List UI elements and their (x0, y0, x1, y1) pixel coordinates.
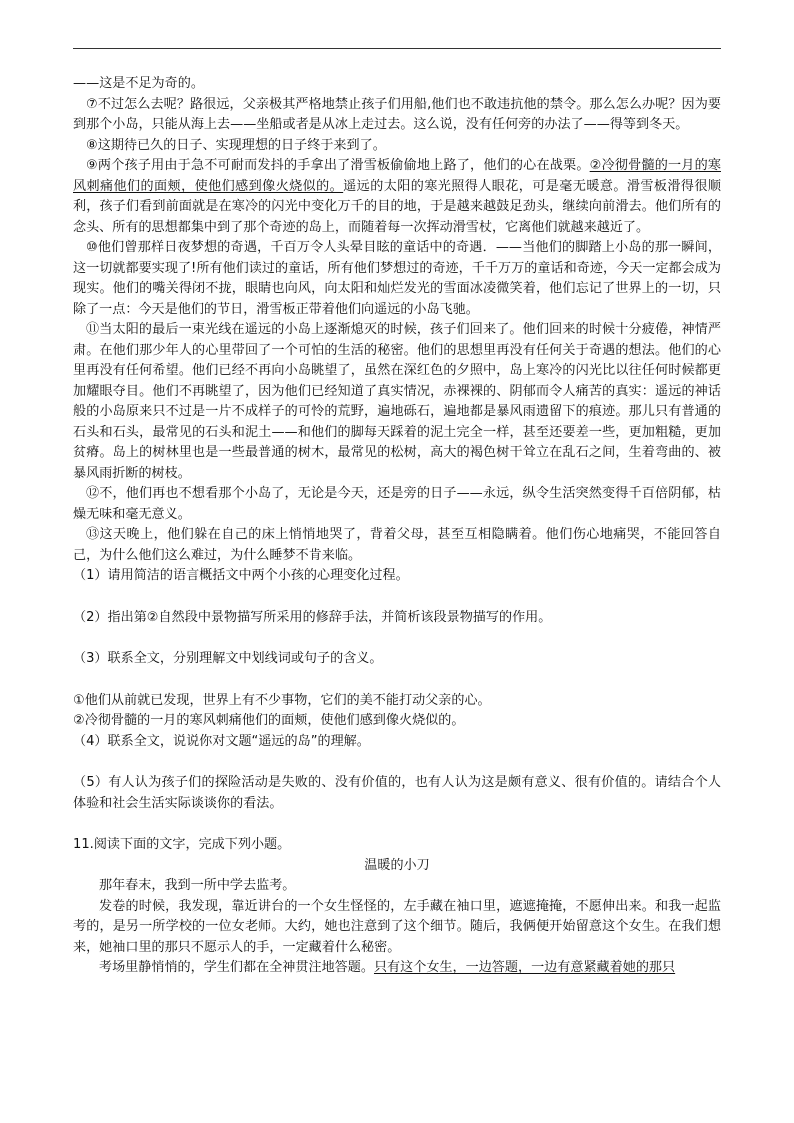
question-4: （4）联系全文，说说你对文题“遥远的岛”的理解。 (73, 733, 370, 749)
paragraph-12: ⑫不，他们再也不想看那个小岛了，无论是今天，还是旁的日子——永远，纵令生活突然变得千百倍阴郁，枯燥无味和毫无意义。 (73, 486, 721, 522)
paragraph-13: ⑬这天晚上，他们躲在自己的床上悄悄地哭了，背着父母，甚至互相隐瞒着。他们伤心地痛哭，不能回答自己，为什么他们这么难过，为什么睡梦不肯来临。 (73, 527, 721, 563)
paragraph-7: ⑦不过怎么去呢？路很远，父亲极其严格地禁止孩子们用船,他们也不敢违抗他的禁令。那么怎么办呢？因为要到那个小岛，只能从海上去——坐船或者是从冰上走过去。这么说，没有任何旁的办法了——得等到冬天。 (73, 96, 721, 132)
question-1: （1）请用简洁的语言概括文中两个小孩的心理变化过程。 (73, 568, 409, 583)
paragraph-9 (73, 156, 721, 238)
document-body (73, 74, 721, 979)
paragraph-0: ——这是不足为奇的。 (73, 76, 204, 91)
paragraph-11: ⑪当太阳的最后一束光线在遥远的小岛上逐渐熄灭的时候，孩子们回来了。他们回来的时候十分疲倦，神情严肃。在他们那少年人的心里带回了一个可怕的生活的秘密。他们的思想里再没有任何关于奇遇的想法。他们的心里再没有任何希望。他们已经不再向小岛眺望了，虽然在深红色的夕照中，岛上寒冷的闪光比以往任何时候都更加耀眼夺目。他们不再眺望了，因为他们已经知道了真实情况，赤裸裸的、阴郁而令人痛苦的真实：遥远的神话般的小岛原来只不过是一片不成样子的可怜的荒野，遍地砾石，遍地都是暴风雨遗留下的痕迹。那儿只有普通的石头和石头，最常见的石头和泥土——和他们的脚每天踩着的泥土完全一样，甚至还要差一些，更加粗糙，更加贫瘠。岛上的树林里也是一些最普通的树木，最常见的松树，高大的褐色树干耸立在乱石之间，生着弯曲的、被暴风雨折断的树枝。 (73, 322, 721, 481)
article-title: 温暖的小刀 (364, 857, 430, 873)
paragraph-8: ⑧这期待已久的日子、实现理想的日子终于来到了。 (86, 137, 386, 153)
article-paragraph-1: 那年春末，我到一所中学去监考。 (99, 878, 296, 893)
question-5: （5）有人认为孩子们的探险活动是失败的、没有价值的，也有人认为这是颇有意义、很有价值的。请结合个人体验和社会生活实际谈谈你的看法。 (73, 775, 721, 811)
article-paragraph-3 (73, 958, 721, 979)
header-rule (73, 48, 721, 49)
question-3-item-2: ②冷彻骨髓的一月的寒风刺痛他们的面颊，使他们感到像火烧似的。 (73, 713, 465, 728)
question-3-item-1: ①他们从前就已发现，世界上有不少事物，它们的美不能打动父亲的心。 (73, 692, 491, 708)
paragraph-9-text-a: ⑨两个孩子用由于急不可耐而发抖的手拿出了滑雪板偷偷地上路了，他们的心在战栗。 (86, 158, 590, 173)
question-3: （3）联系全文，分别理解文中划线词或句子的含义。 (73, 651, 383, 666)
paragraph-9-text-b: 遥远的太阳的寒光照得人眼花，可是毫无暖意。滑雪板滑得很顺利，孩子们看到前面就是在寒冷的闪光中变化万千的目的地，于是越来越鼓足劲头，继续向前滑去。他们所有的念头、所有的思想都集中到了那个奇迹的岛上，而随着每一次挥动滑雪杖，它离他们就越来越近了。 (73, 178, 721, 235)
question-2: （2）指出第②自然段中景物描写所采用的修辞手法，并简析该段景物描写的作用。 (73, 609, 552, 625)
question-11-intro: 11.阅读下面的文字，完成下列小题。 (73, 837, 291, 852)
article-paragraph-3-text: 考场里静悄悄的，学生们都在全神贯注地答题。 (99, 960, 374, 975)
underlined-sentence: 只有这个女生，一边答题，一边有意紧藏着她的那只 (373, 960, 676, 975)
paragraph-10: ⑩他们曾那样日夜梦想的奇遇，千百万令人头晕目眩的童话中的奇遇．——当他们的脚踏上小岛的那一瞬间，这一切就都要实现了!所有他们读过的童话，所有他们梦想过的奇迹，千千万万的童话和奇迹，今天一定都会成为现实。他们的嘴关得闭不拢，眼睛也向风，向太阳和灿烂发光的雪面冰凌微笑着，他们忘记了世界上的一切，只除了一点：今天是他们的节日，滑雪板正带着他们向遥远的小岛飞驰。 (73, 240, 721, 317)
underlined-sentence-2: ②冷彻骨髓的一月的寒风刺痛他们的面颊，使他们感到像火烧似的。 (73, 158, 721, 194)
article-paragraph-2: 发卷的时候，我发现，靠近讲台的一个女生怪怪的，左手藏在袖口里，遮遮掩掩，不愿伸出来。和我一起监考的，是另一所学校的一位女老师。大约，她也注意到了这个细节。随后，我俩便开始留意这个女生。在我们想来，她袖口里的那只不愿示人的手，一定藏着什么秘密。 (73, 898, 721, 955)
